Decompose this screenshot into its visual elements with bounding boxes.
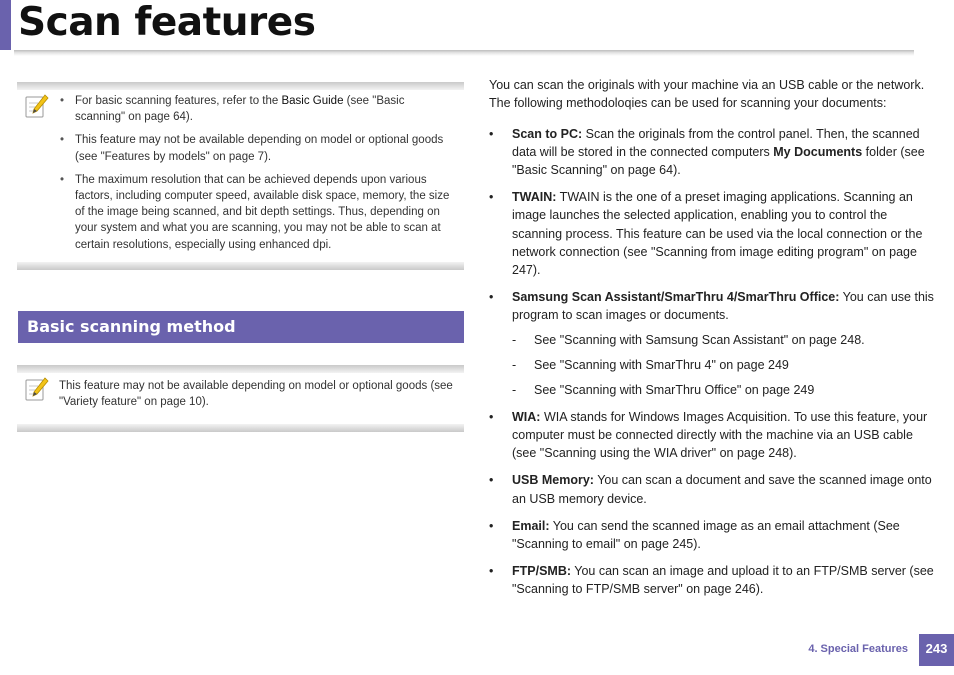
feature-wia bbox=[489, 408, 939, 463]
sub-item-scan-assistant: - See "Scanning with Samsung Scan Assistant" on page 248. bbox=[512, 331, 939, 349]
note-bottom-band bbox=[17, 424, 464, 432]
note-top-band bbox=[17, 365, 464, 373]
feature-samsung-scan-assistant bbox=[489, 288, 939, 399]
accent-side-bar bbox=[0, 0, 11, 50]
section-header bbox=[18, 311, 464, 343]
feature-scan-to-pc bbox=[489, 125, 939, 180]
feature-label: USB Memory: bbox=[512, 473, 594, 488]
feature-label: WIA: bbox=[512, 409, 541, 424]
my-documents-label: My Documents bbox=[773, 144, 863, 159]
feature-label: Samsung Scan Assistant/SmarThru 4/SmarThru Office: bbox=[512, 290, 840, 305]
title-rule bbox=[14, 50, 914, 56]
feature-text: Scan the originals from the control panel. Then, the scanned data will be stored in the connected computers bbox=[512, 126, 920, 159]
feature-label: Email: bbox=[512, 518, 550, 533]
right-column bbox=[489, 76, 939, 608]
feature-list bbox=[489, 125, 939, 599]
note-item-basic-guide bbox=[57, 93, 457, 125]
feature-email bbox=[489, 517, 939, 553]
note-top-band bbox=[17, 82, 464, 90]
feature-text: folder (see "Basic Scanning" on page 64). bbox=[512, 144, 925, 177]
sub-item-smarthru-office: - See "Scanning with SmarThru Office" on page 249 bbox=[512, 381, 939, 399]
page-title: Scan features bbox=[18, 0, 316, 45]
note-box-basic bbox=[17, 82, 464, 270]
basic-guide-ref: Basic Guide bbox=[281, 95, 344, 107]
note-item-suffix: (see "Basic scanning" on page 64). bbox=[75, 95, 405, 124]
sub-list bbox=[512, 331, 939, 399]
feature-label: Scan to PC: bbox=[512, 126, 583, 141]
feature-twain bbox=[489, 188, 939, 279]
page-number: 243 bbox=[919, 634, 954, 666]
footer-chapter: 4. Special Features bbox=[808, 643, 908, 655]
note-pencil-icon bbox=[25, 377, 49, 403]
feature-ftp-smb bbox=[489, 562, 939, 598]
feature-text: You can scan an image and upload it to an FTP/SMB server (see "Scanning to FTP/SMB server" on page 246). bbox=[512, 564, 934, 597]
note-variety-text: This feature may not be available depending on model or optional goods (see "Variety feature" on page 10). bbox=[59, 380, 453, 409]
note-item-resolution: • The maximum resolution that can be achieved depends upon various factors, including computer speed, available disk space, memory, the size of the image being scanned, and bit depth settings. Thus, depending on your system and what you are scanning, you may not be able to scan at certain resolutions, especially using enhanced dpi. bbox=[57, 172, 457, 253]
note-item-prefix: For basic scanning features, refer to the bbox=[75, 95, 282, 107]
feature-text: You can send the scanned image as an email attachment (See "Scanning to email" on page 245). bbox=[512, 518, 900, 552]
note-list bbox=[57, 93, 457, 260]
feature-usb-memory bbox=[489, 471, 939, 507]
note-pencil-icon bbox=[25, 94, 49, 120]
intro-paragraph: You can scan the originals with your machine via an USB cable or the network. The following methodoloqies can be used for scanning your documents: bbox=[489, 78, 925, 111]
feature-label: FTP/SMB: bbox=[512, 564, 572, 579]
feature-text: WIA stands for Windows Images Acquisition. To use this feature, your computer must be connected directly with the machine via an USB cable (see "Scanning using the WIA driver" on page 248). bbox=[512, 409, 928, 461]
feature-text: TWAIN is the one of a preset imaging applications. Scanning an image launches the selected application, enabling you to control the scanning process. This feature can be used via the local connection or the network connection (see "Scanning from image editing program" on page 247). bbox=[512, 190, 923, 278]
note-box-variety bbox=[17, 365, 464, 432]
note-item-availability: • This feature may not be available depending on model or optional goods (see "Features by models" on page 7). bbox=[57, 132, 457, 164]
section-heading: Basic scanning method bbox=[27, 317, 236, 336]
feature-text: You can scan a document and save the scanned image onto an USB memory device. bbox=[512, 473, 932, 506]
feature-label: TWAIN: bbox=[512, 190, 557, 205]
note-bottom-band bbox=[17, 262, 464, 270]
sub-item-smarthru-4: - See "Scanning with SmarThru 4" on page 249 bbox=[512, 356, 939, 374]
feature-text: You can use this program to scan images or documents. bbox=[512, 290, 934, 323]
